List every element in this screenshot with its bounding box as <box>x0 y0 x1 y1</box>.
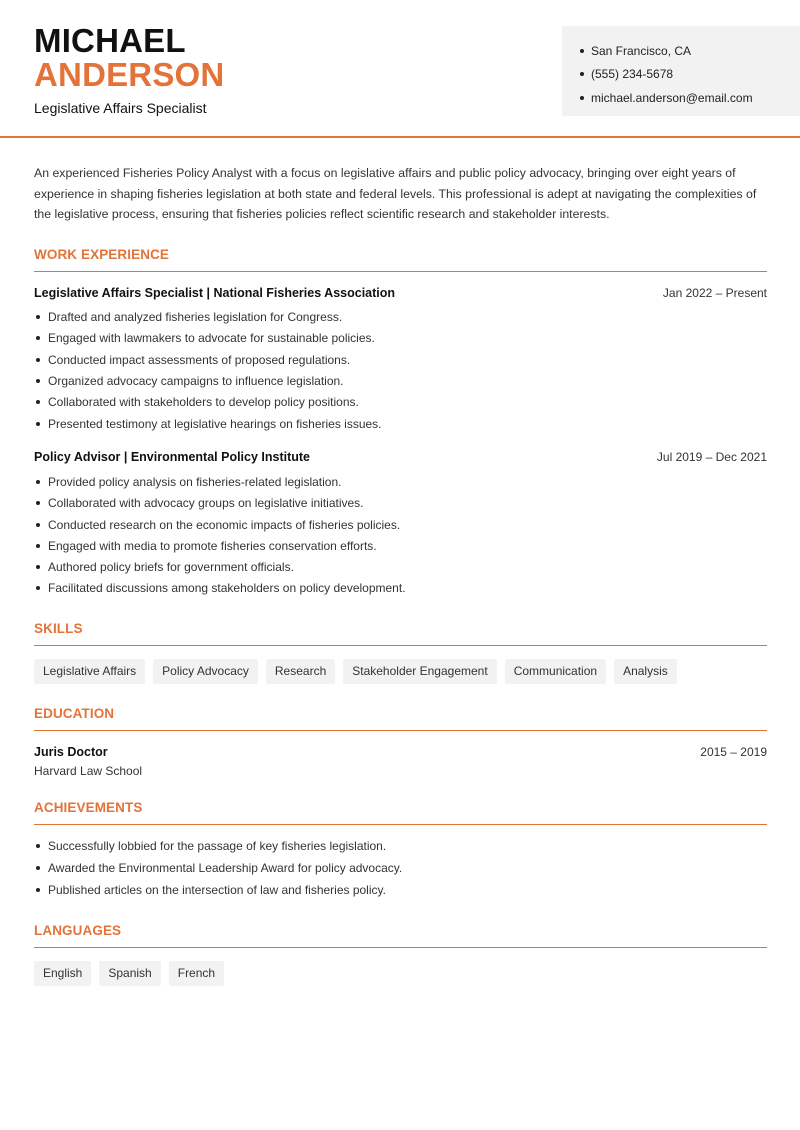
skill-tag: Research <box>266 659 335 684</box>
section-title: ACHIEVEMENTS <box>34 800 767 825</box>
achievements-section <box>34 800 767 901</box>
bullet-icon <box>36 336 40 340</box>
job-role: Legislative Affairs Specialist | National Fisheries Association <box>34 285 396 300</box>
bullet-icon <box>580 49 584 53</box>
job-bullets <box>34 471 767 599</box>
bullet-text: Conducted research on the economic impacts of fisheries policies. <box>48 517 401 532</box>
bullet-text: Presented testimony at legislative hearings on fisheries issues. <box>48 416 382 431</box>
job-dates: Jul 2019 – Dec 2021 <box>656 450 767 465</box>
languages-section <box>34 923 767 986</box>
achievement-text: Successfully lobbied for the passage of key fisheries legislation. <box>48 839 387 854</box>
bullet-icon <box>36 888 40 892</box>
bullet-text: Facilitated discussions among stakeholders on policy development. <box>48 581 406 596</box>
bullet-text: Collaborated with advocacy groups on legislative initiatives. <box>48 496 364 511</box>
list-item <box>34 535 767 556</box>
job-entry <box>34 450 767 599</box>
skill-tag: Analysis <box>614 659 677 684</box>
skill-tags <box>34 659 767 684</box>
location-text: San Francisco, CA <box>591 43 692 58</box>
bullet-icon <box>36 501 40 505</box>
language-tag: English <box>34 961 91 986</box>
email-text: michael.anderson@email.com <box>591 90 753 105</box>
bullet-text: Authored policy briefs for government officials. <box>48 560 294 575</box>
work-experience-section <box>34 247 767 600</box>
achievement-text: Published articles on the intersection of law and fisheries policy. <box>48 883 386 898</box>
skill-tag: Communication <box>505 659 606 684</box>
section-title: SKILLS <box>34 621 767 646</box>
school-name: Harvard Law School <box>34 764 143 779</box>
skill-tag: Legislative Affairs <box>34 659 145 684</box>
list-item <box>34 578 767 599</box>
degree: Juris Doctor <box>34 745 108 760</box>
candidate-name <box>34 24 224 92</box>
bullet-icon <box>36 400 40 404</box>
resume-body <box>34 163 767 986</box>
bullet-text: Conducted impact assessments of proposed regulations. <box>48 352 351 367</box>
achievement-list <box>34 835 767 901</box>
list-item <box>34 857 767 879</box>
section-title: LANGUAGES <box>34 923 767 948</box>
bullet-icon <box>36 523 40 527</box>
list-item <box>34 370 767 391</box>
list-item <box>34 307 767 328</box>
bullet-icon <box>580 96 584 100</box>
language-tag: Spanish <box>99 961 160 986</box>
contact-phone <box>580 63 800 87</box>
list-item <box>34 556 767 577</box>
contact-location <box>580 39 800 63</box>
skill-tag: Stakeholder Engagement <box>343 659 496 684</box>
bullet-text: Engaged with lawmakers to advocate for sustainable policies. <box>48 331 375 346</box>
bullet-icon <box>36 844 40 848</box>
bullet-text: Engaged with media to promote fisheries conservation efforts. <box>48 538 377 553</box>
list-item <box>34 349 767 370</box>
bullet-icon <box>36 565 40 569</box>
job-title: Legislative Affairs Specialist <box>34 100 207 116</box>
skills-section <box>34 621 767 684</box>
skill-tag: Policy Advocacy <box>153 659 258 684</box>
bullet-icon <box>36 315 40 319</box>
summary-paragraph: An experienced Fisheries Policy Analyst with a focus on legislative affairs and public policy advocacy, bringing over eight years of experience in shaping fisheries legislation at both state and federal levels. This professional is adept at navigating the complexities of the legislative process, ensuring that fisheries policies reflect scientific research and stakeholder interests. <box>34 166 757 221</box>
bullet-text: Drafted and analyzed fisheries legislation for Congress. <box>48 310 343 325</box>
first-name: MICHAEL <box>34 22 186 59</box>
bullet-icon <box>36 422 40 426</box>
section-title: WORK EXPERIENCE <box>34 247 767 272</box>
education-section <box>34 706 767 778</box>
bullet-text: Provided policy analysis on fisheries-related legislation. <box>48 474 342 489</box>
last-name: ANDERSON <box>34 56 225 93</box>
contact-email <box>580 86 800 110</box>
language-tags <box>34 961 767 986</box>
bullet-icon <box>36 379 40 383</box>
list-item <box>34 471 767 492</box>
bullet-icon <box>580 72 584 76</box>
job-entry <box>34 286 767 435</box>
list-item <box>34 493 767 514</box>
job-role: Policy Advisor | Environmental Policy Institute <box>34 450 311 465</box>
list-item <box>34 392 767 413</box>
list-item <box>34 514 767 535</box>
bullet-icon <box>36 358 40 362</box>
bullet-icon <box>36 544 40 548</box>
phone-text: (555) 234-5678 <box>591 67 674 82</box>
education-dates: 2015 – 2019 <box>700 745 767 760</box>
job-bullets <box>34 307 767 435</box>
bullet-text: Organized advocacy campaigns to influence legislation. <box>48 374 344 389</box>
list-item <box>34 835 767 857</box>
list-item <box>34 879 767 901</box>
job-dates: Jan 2022 – Present <box>662 285 767 300</box>
language-tag: French <box>169 961 224 986</box>
achievement-text: Awarded the Environmental Leadership Award for policy advocacy. <box>48 861 403 876</box>
section-title: EDUCATION <box>34 706 767 731</box>
bullet-icon <box>36 866 40 870</box>
resume-header <box>0 0 800 138</box>
bullet-text: Collaborated with stakeholders to develop policy positions. <box>48 395 359 410</box>
bullet-icon <box>36 586 40 590</box>
education-entry <box>34 745 767 778</box>
contact-box <box>562 26 800 116</box>
bullet-icon <box>36 480 40 484</box>
list-item <box>34 328 767 349</box>
list-item <box>34 413 767 434</box>
